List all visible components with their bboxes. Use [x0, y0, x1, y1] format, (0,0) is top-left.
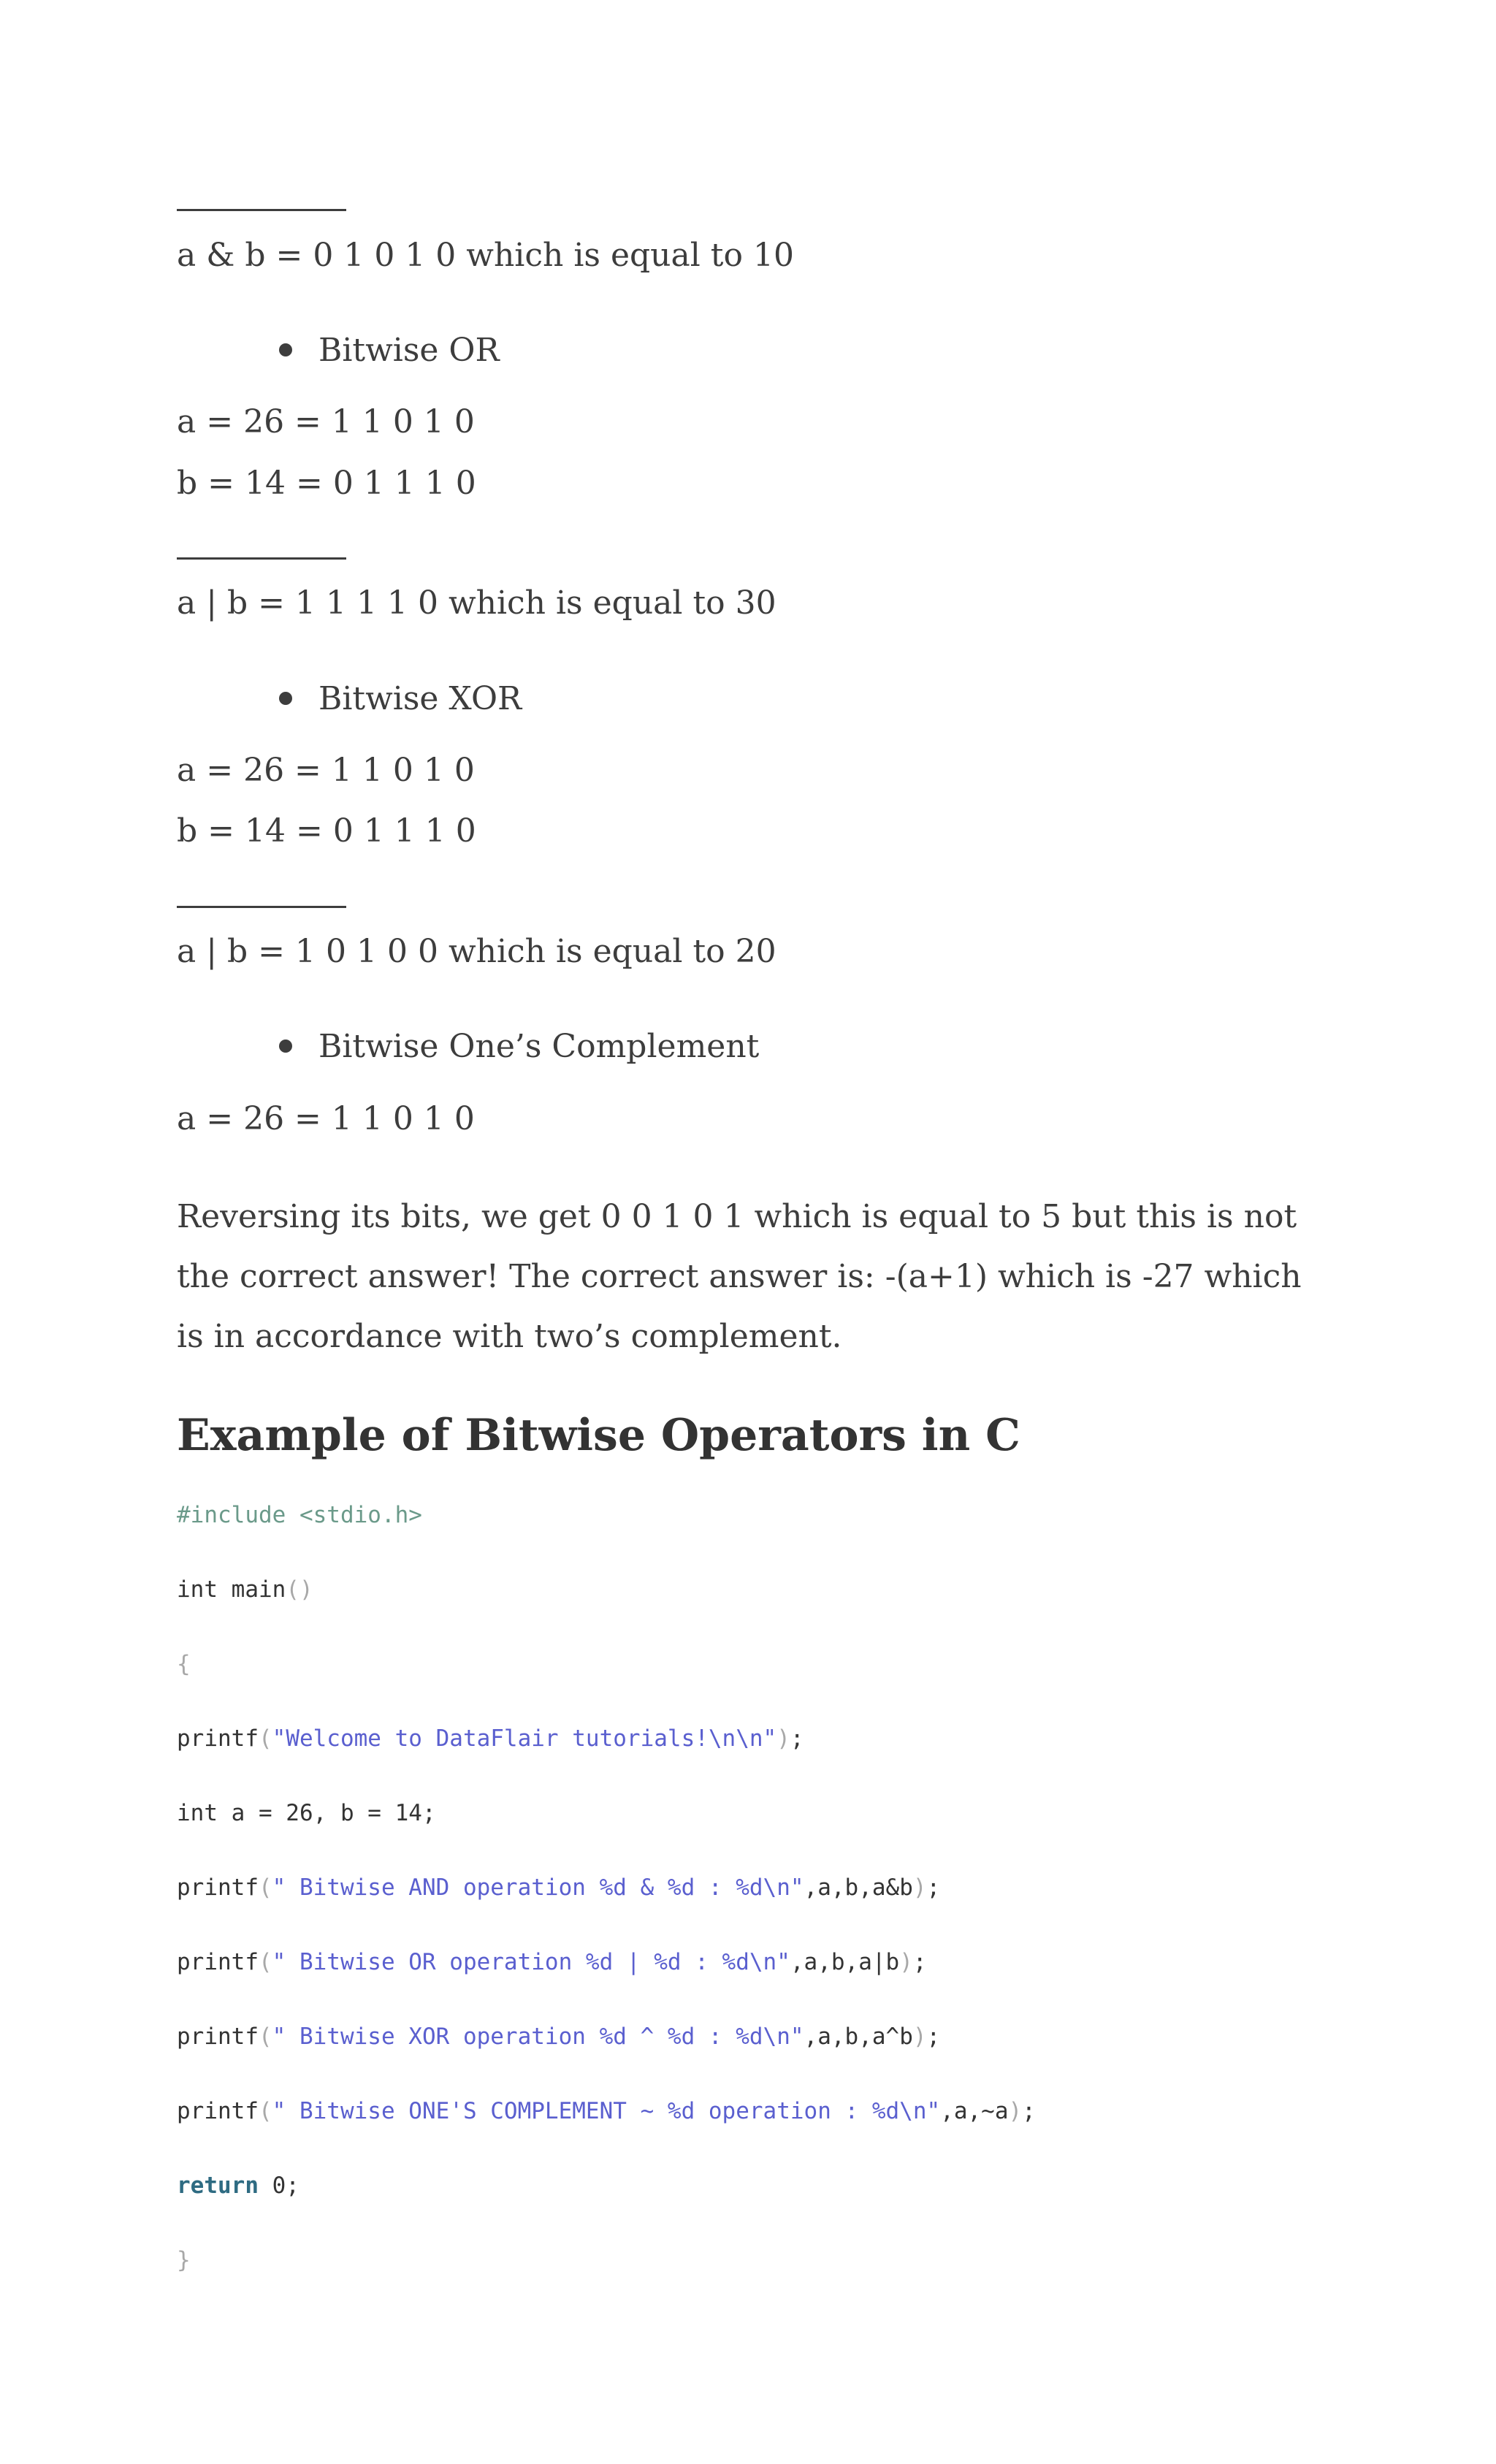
code-string: " Bitwise XOR operation %d ^ %d : %d\n" [272, 2024, 804, 2050]
code-printf-and: printf(" Bitwise AND operation %d & %d : %d\n",a,b,a&b); [177, 1874, 941, 1901]
section-heading: Example of Bitwise Operators in C [177, 1410, 1020, 1461]
code-args: ,a,~a [940, 2098, 1009, 2124]
code-args: ,a,b,a|b [790, 1949, 900, 1975]
bullet-bitwise-or [279, 329, 500, 373]
bullet-bitwise-complement [279, 1025, 759, 1069]
code-string: " Bitwise AND operation %d & %d : %d\n" [272, 1874, 804, 1901]
complement-a-line: a = 26 = 1 1 0 1 0 [177, 1100, 475, 1137]
code-main [177, 1574, 313, 1606]
bullet-dot-icon [279, 692, 292, 705]
code-fn: printf [177, 2098, 259, 2124]
code-return-kw: return [177, 2173, 259, 2199]
code-args: ,a,b,a^b [804, 2024, 913, 2050]
code-open-brace-text: { [177, 1651, 191, 1677]
code-printf-xor: printf(" Bitwise XOR operation %d ^ %d : %d\n",a,b,a^b); [177, 2024, 941, 2050]
code-return [177, 2170, 299, 2202]
code-open-brace [177, 1648, 191, 1680]
code-string: " Bitwise ONE'S COMPLEMENT ~ %d operation : %d\n" [272, 2098, 941, 2124]
code-main-kw: int main [177, 1576, 286, 1603]
bullet-bitwise-xor [279, 677, 522, 721]
xor-b-line: b = 14 = 0 1 1 1 0 [177, 812, 476, 850]
code-fn: printf [177, 1725, 259, 1752]
code-declaration [177, 1797, 436, 1829]
bullet-label: Bitwise XOR [318, 680, 522, 717]
code-string: " Bitwise OR operation %d | %d : %d\n" [272, 1949, 790, 1975]
addition-rule [177, 906, 346, 908]
code-printf-complement: printf(" Bitwise ONE'S COMPLEMENT ~ %d operation : %d\n",a,~a); [177, 2098, 1036, 2124]
code-include [177, 1499, 422, 1531]
code-fn: printf [177, 1949, 259, 1975]
complement-explanation: Reversing its bits, we get 0 0 1 0 1 which is equal to 5 but this is not the correct answer! The correct answer is: -(a+1) which is -27 which is in accordance with two’s complement. [177, 1198, 1302, 1355]
code-declaration-text: int a = 26, b = 14; [177, 1800, 436, 1826]
code-close-brace-text: } [177, 2247, 191, 2273]
code-include-text: #include <stdio.h> [177, 1502, 422, 1528]
code-main-parens: () [286, 1576, 313, 1603]
xor-result-line: a | b = 1 0 1 0 0 which is equal to 20 [177, 933, 776, 970]
code-string: "Welcome to DataFlair tutorials!\n\n" [272, 1725, 777, 1752]
xor-a-line: a = 26 = 1 1 0 1 0 [177, 752, 475, 789]
bullet-dot-icon [279, 1040, 292, 1053]
code-fn: printf [177, 2024, 259, 2050]
code-return-val: 0; [258, 2173, 299, 2199]
bullet-dot-icon [279, 343, 292, 356]
code-args: ,a,b,a&b [804, 1874, 913, 1901]
addition-rule [177, 557, 346, 560]
or-result-line: a | b = 1 1 1 1 0 which is equal to 30 [177, 584, 776, 622]
code-printf-or: printf(" Bitwise OR operation %d | %d : %d\n",a,b,a|b); [177, 1949, 927, 1975]
code-printf-welcome: printf("Welcome to DataFlair tutorials!\n\n"); [177, 1725, 804, 1752]
or-a-line: a = 26 = 1 1 0 1 0 [177, 403, 475, 440]
or-b-line: b = 14 = 0 1 1 1 0 [177, 465, 476, 502]
bullet-label: Bitwise One’s Complement [318, 1028, 760, 1065]
bullet-label: Bitwise OR [318, 332, 500, 369]
code-fn: printf [177, 1874, 259, 1901]
and-result-line: a & b = 0 1 0 1 0 which is equal to 10 [177, 237, 794, 274]
code-close-brace [177, 2244, 191, 2276]
addition-rule [177, 209, 346, 211]
